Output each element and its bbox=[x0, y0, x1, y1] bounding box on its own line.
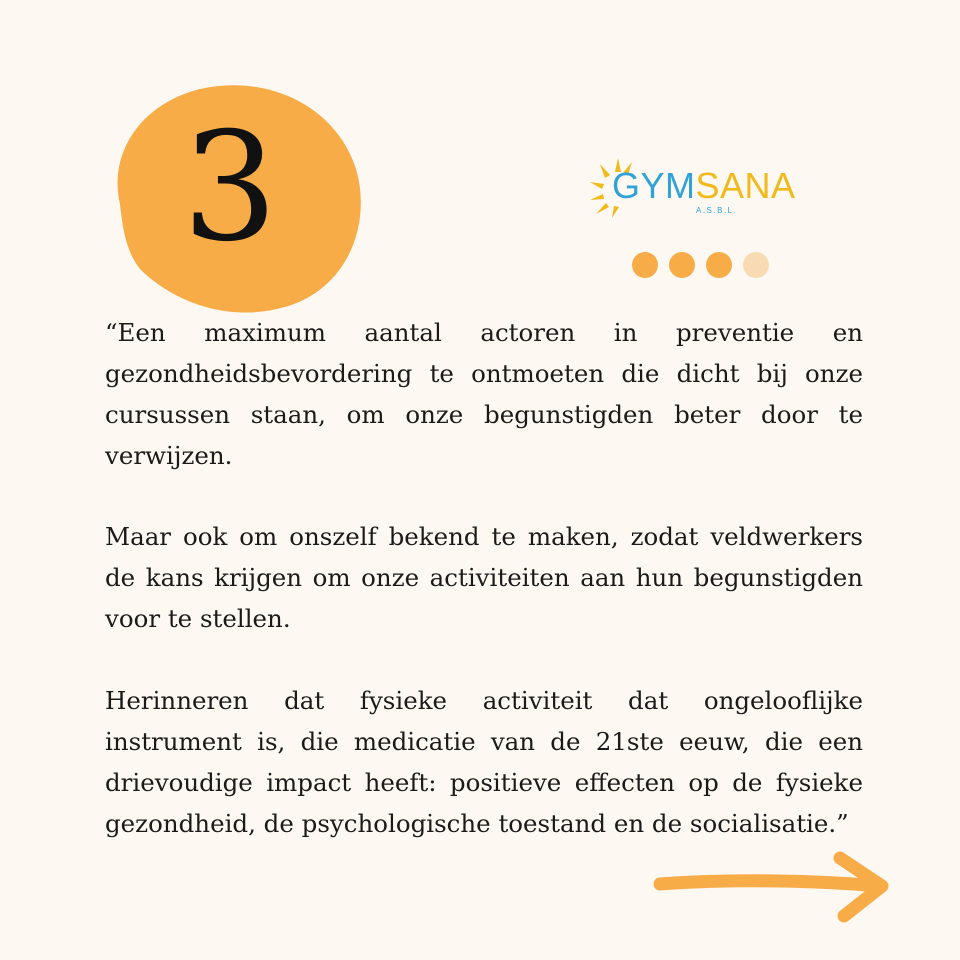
logo-gym-text: GYM bbox=[612, 165, 696, 206]
logo-wordmark bbox=[612, 166, 796, 206]
pagination-dot bbox=[706, 252, 732, 278]
paragraph-1: “Een maximum aantal actoren in preventie en gezondheidsbevordering te ontmoeten die dicht bij onze cursussen staan, om onze begunstigden beter door te verwijzen. bbox=[105, 318, 863, 470]
gymsana-logo bbox=[588, 152, 818, 224]
paragraph-2: Maar ook om onszelf bekend te maken, zodat veldwerkers de kans krijgen om onze activiteiten aan hun begunstigden voor te stellen. bbox=[105, 522, 863, 633]
pagination-dots bbox=[632, 252, 769, 278]
paragraph-3: Herinneren dat fysieke activiteit dat ongelooflijke instrument is, die medicatie van de 21ste eeuw, die een drievoudige impact heeft: positieve effecten op de fysieke gezondheid, de psychologische toestand en de socialisatie.” bbox=[105, 686, 863, 838]
logo-sana-text: SANA bbox=[695, 165, 796, 206]
pagination-dot bbox=[669, 252, 695, 278]
page-number: 3 bbox=[182, 101, 278, 275]
pagination-dot bbox=[632, 252, 658, 278]
pagination-dot bbox=[743, 252, 769, 278]
next-arrow[interactable] bbox=[650, 850, 895, 925]
logo-tagline: A.S.B.L. bbox=[696, 206, 738, 215]
arrow-right-icon bbox=[650, 850, 895, 925]
